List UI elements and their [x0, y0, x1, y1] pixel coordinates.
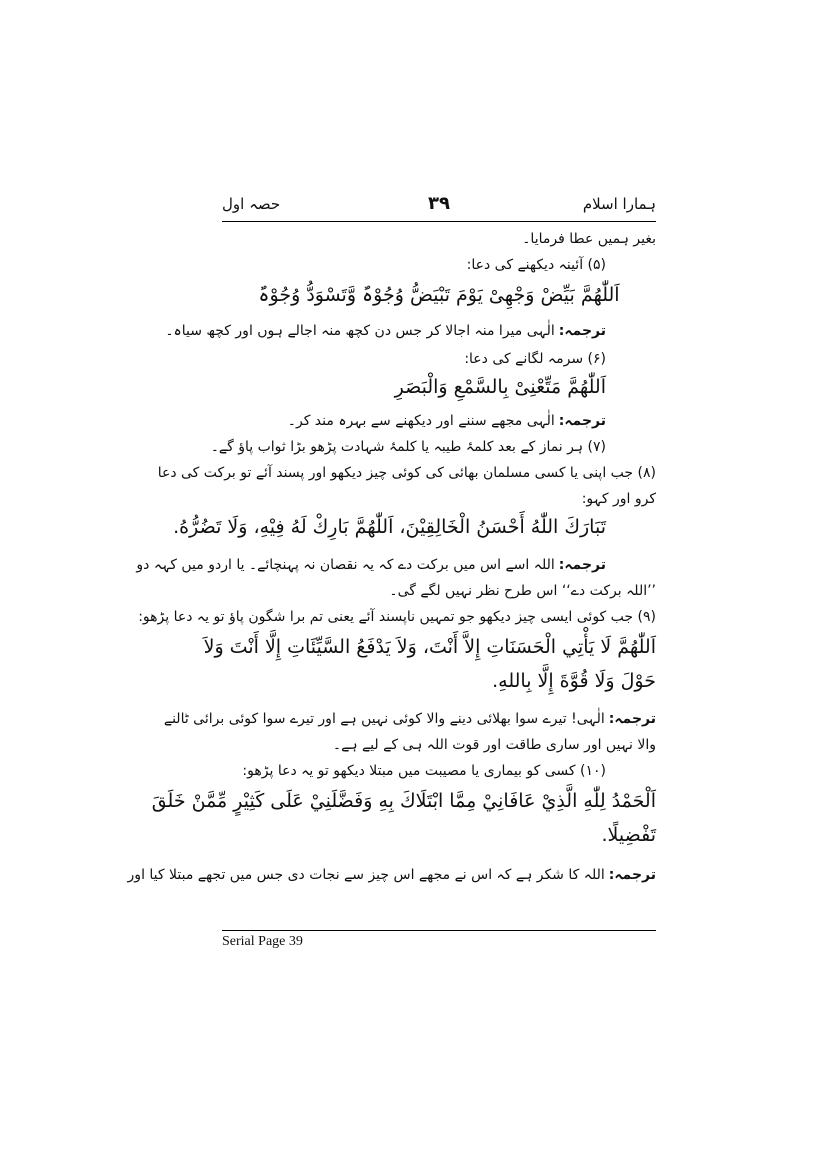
arabic-dua: اَللّٰھُمَّ مَتِّعْنِیْ بِالسَّمْعِ وَالْبَصَرِ — [394, 376, 606, 398]
translation-label: ترجمہ: — [558, 557, 606, 573]
arabic-dua: اَلْحَمْدُ لِلّٰهِ الَّذِيْ عَافَانِيْ مِمَّا ابْتَلَاكَ بِهِ وَفَضَّلَنِيْ عَلَى كَثِيْرٍ مِّمَّنْ خَلَقَ — [151, 790, 656, 812]
translation-label: ترجمہ: — [608, 867, 656, 883]
dua-heading: (۱۰) کسی کو بیماری یا مصیبت میں مبتلا دیکھو تو یہ دعا پڑھو: — [242, 763, 606, 779]
translation-label: ترجمہ: — [558, 413, 606, 429]
arabic-dua: حَوْلَ وَلَا قُوَّةَ إِلَّا بِاللهِ. — [492, 670, 656, 692]
arabic-dua: تَفْضِيلًا. — [601, 824, 656, 846]
translation-label: ترجمہ: — [558, 323, 606, 339]
header-rule — [222, 221, 656, 222]
translation-line: ترجمہ:الٰہی! تیرے سوا بھلائی دینے والا کوئی نہیں ہے اور تیرے سوا کوئی برائی ٹالنے — [163, 711, 656, 727]
dua-heading: (۵) آئینہ دیکھنے کی دعا: — [466, 257, 606, 273]
translation-line: ترجمہ:اللہ کا شکر ہے کہ اس نے مجھے اس چیز سے نجات دی جس میں تجھے مبتلا کیا اور — [127, 867, 656, 883]
arabic-dua: اَللّٰھُمَّ بَیِّضْ وَجْھِیْ یَوْمَ تَبْیَضُّ وُجُوْہٌ وَّتَسْوَدُّ وُجُوْہٌ — [258, 284, 620, 306]
arabic-dua: تَبَارَكَ اللّٰهُ أَحْسَنُ الْخَالِقِيْنَ، اَللّٰهُمَّ بَارِكْ لَهُ فِيْهِ، وَلَا تَضُرُّهُ. — [173, 516, 606, 538]
dua-heading: (۹) جب کوئی ایسی چیز دیکھو جو تمہیں ناپسند آئے یعنی تم برا شگون پاؤ تو یہ دعا پڑھو: — [138, 609, 656, 625]
text-line: بغیر ہمیں عطا فرمایا۔ — [522, 231, 656, 247]
text-line: ’’اللہ برکت دے‘‘ اس طرح نظر نہیں لگے گی۔ — [389, 583, 656, 599]
translation-line: ترجمہ:الٰہی میرا منہ اجالا کر جس دن کچھ منہ اجالے ہوں اور کچھ سیاہ۔ — [165, 323, 606, 339]
serial-page-footer: Serial Page 39 — [222, 934, 303, 949]
arabic-dua: اَللّٰهُمَّ لَا يَأْتِي الْحَسَنَاتِ إِلاَّ أَنْتَ، وَلاَ يَدْفَعُ السَّيِّئَاتِ إِلَّا أَنْتَ وَلاَ — [203, 636, 656, 658]
header-book-title: ہمارا اسلام — [582, 195, 656, 213]
text-line: (۷) ہر نماز کے بعد کلمۂ طیبہ یا کلمۂ شہادت پڑھو بڑا ثواب پاؤ گے۔ — [210, 439, 606, 455]
text-line: کرو اور کہو: — [581, 491, 656, 507]
translation-line: ترجمہ:اللہ اسے اس میں برکت دے کہ یہ نقصان نہ پہنچائے۔ یا اردو میں کہہ دو — [136, 557, 606, 573]
translation-label: ترجمہ: — [608, 711, 656, 727]
header-section-title: حصہ اول — [222, 195, 281, 213]
translation-line: ترجمہ:الٰہی مجھے سننے اور دیکھنے سے بہرہ مند کر۔ — [287, 413, 606, 429]
running-header — [222, 195, 656, 221]
page-body — [127, 226, 656, 926]
dua-heading: (۶) سرمہ لگانے کی دعا: — [464, 351, 606, 367]
dua-heading: (۸) جب اپنی یا کسی مسلمان بھائی کی کوئی چیز دیکھو اور پسند آئے تو برکت کی دعا — [157, 465, 656, 481]
footer-rule — [222, 930, 656, 931]
header-page-number: ۳۹ — [428, 193, 450, 214]
text-line: والا نہیں اور ساری طاقت اور قوت اللہ ہی کے لیے ہے۔ — [332, 737, 656, 753]
